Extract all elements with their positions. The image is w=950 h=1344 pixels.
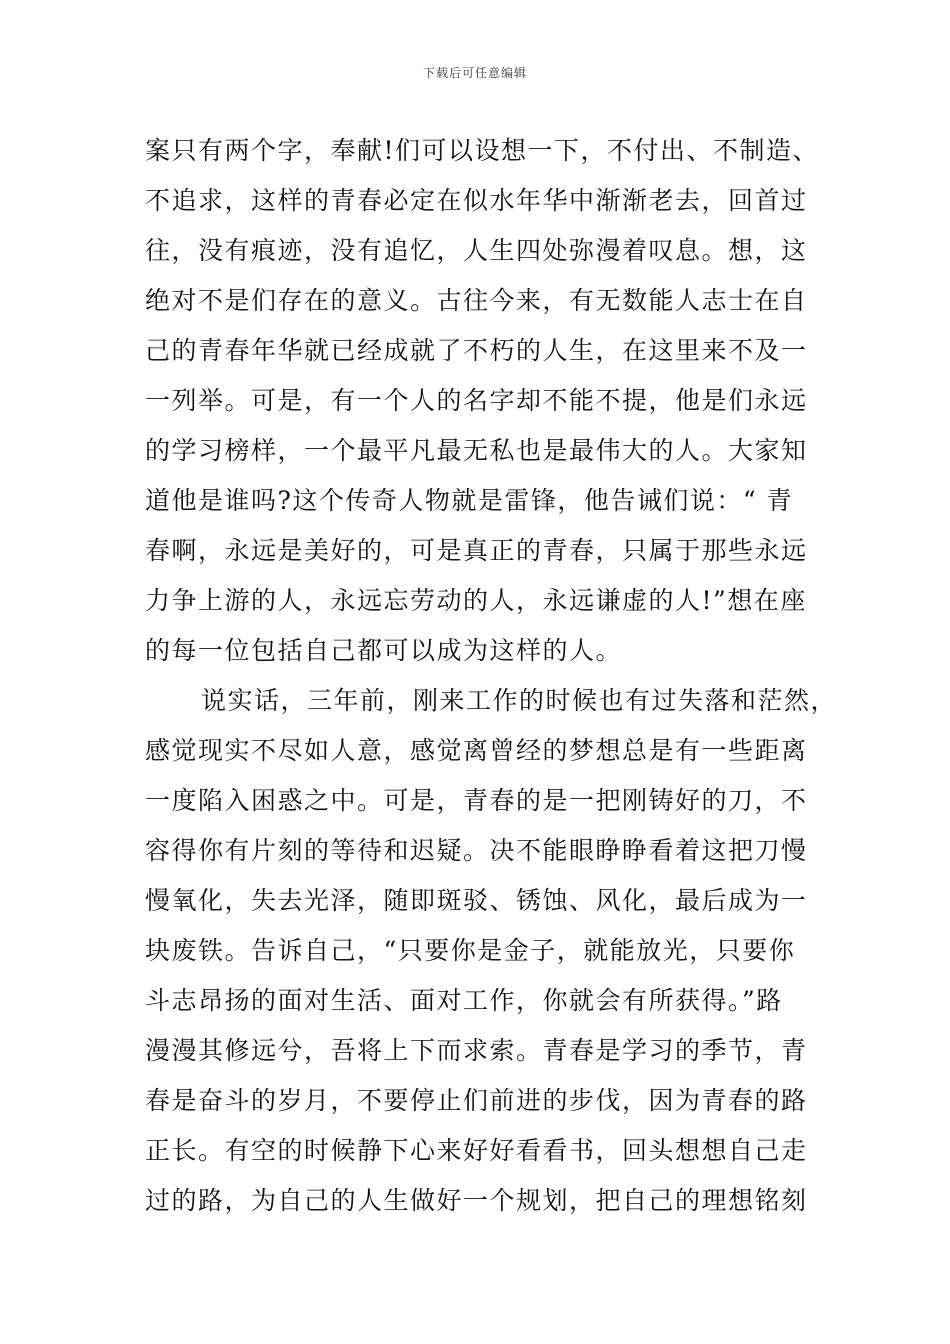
text-line: 己的青春年华就已经成就了不朽的人生，在这里来不及一 bbox=[145, 336, 808, 365]
text-line: 的每一位包括自己都可以成为这样的人。 bbox=[145, 636, 623, 665]
text-line: 不追求，这样的青春必定在似水年华中渐渐老去，回首过 bbox=[145, 186, 808, 215]
text-line: 过的路，为自己的人生做好一个规划，把自己的理想铭刻 bbox=[145, 1186, 808, 1215]
text-line: 道他是谁吗?这个传奇人物就是雷锋，他告诫们说：“ 青 bbox=[145, 486, 794, 515]
text-line: 力争上游的人，永远忘劳动的人，永远谦虚的人!”想在座 bbox=[145, 586, 807, 615]
page-header: 下载后可任意编辑 bbox=[422, 66, 527, 80]
text-line: 正长。有空的时候静下心来好好看看书，回头想想自己走 bbox=[145, 1136, 808, 1165]
text-line: 的学习榜样，一个最平凡最无私也是最伟大的人。大家知 bbox=[145, 436, 808, 465]
text-line: 春啊，永远是美好的，可是真正的青春，只属于那些永远 bbox=[145, 536, 808, 565]
text-line: 漫漫其修远兮，吾将上下而求索。青春是学习的季节，青 bbox=[145, 1036, 808, 1065]
paragraph-2 bbox=[145, 676, 838, 1226]
text-line: 感觉现实不尽如人意，感觉离曾经的梦想总是有一些距离 bbox=[145, 736, 808, 765]
text-line: 一度陷入困惑之中。可是，青春的是一把刚铸好的刀，不 bbox=[145, 786, 808, 815]
text-line: 春是奋斗的岁月，不要停止们前进的步伐，因为青春的路 bbox=[145, 1086, 808, 1115]
text-line: 一列举。可是，有一个人的名字却不能不提，他是们永远 bbox=[145, 386, 808, 415]
text-line: 块废铁。告诉自己，“只要你是金子，就能放光，只要你 bbox=[145, 936, 796, 965]
text-line: 往，没有痕迹，没有追忆，人生四处弥漫着叹息。想，这 bbox=[145, 236, 808, 265]
paragraph-1 bbox=[145, 126, 820, 676]
document-body bbox=[145, 126, 838, 1226]
text-line: 案只有两个字，奉献!们可以设想一下，不付出、不制造、 bbox=[145, 136, 820, 165]
text-line-indented: 说实话，三年前，刚来工作的时候也有过失落和茫然， bbox=[201, 686, 838, 715]
text-line: 容得你有片刻的等待和迟疑。决不能眼睁睁看着这把刀慢 bbox=[145, 836, 808, 865]
text-line: 绝对不是们存在的意义。古往今来，有无数能人志士在自 bbox=[145, 286, 808, 315]
text-line: 慢氧化，失去光泽，随即斑驳、锈蚀、风化，最后成为一 bbox=[145, 886, 808, 915]
text-line: 斗志昂扬的面对生活、面对工作，你就会有所获得。”路 bbox=[145, 986, 783, 1015]
